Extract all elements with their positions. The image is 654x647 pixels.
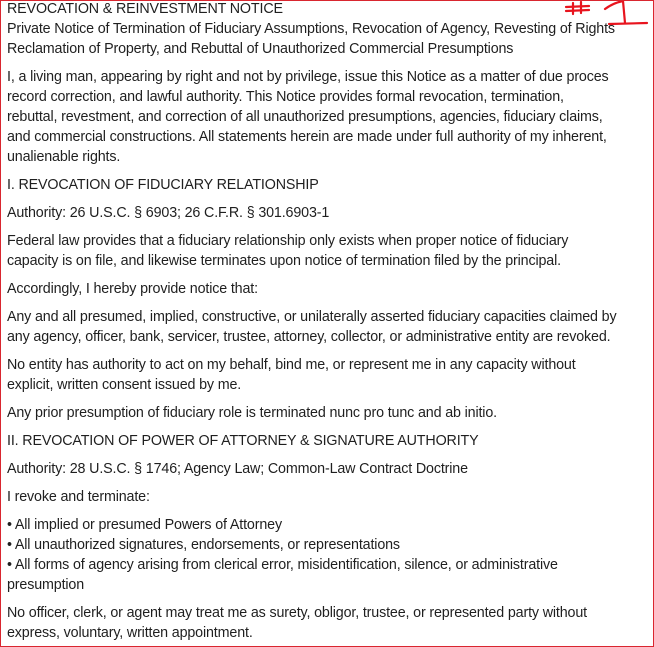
document-body: [7, 0, 654, 643]
handwritten-annotation-number-one: [561, 0, 651, 33]
document-title: REVOCATION & REINVESTMENT NOTICE: [7, 1, 283, 17]
section-2-paragraph: express, voluntary, written appointment.: [7, 625, 253, 641]
intro-line: rebuttal, revestment, and correction of all unauthorized presumptions, agencies, fiduciary claims,: [7, 109, 603, 125]
section-1-paragraph: Any prior presumption of fiduciary role is terminated nunc pro tunc and ab initio.: [7, 405, 497, 421]
section-2-paragraph: No officer, clerk, or agent may treat me as surety, obligor, trustee, or represented party without: [7, 605, 587, 621]
intro-line: record correction, and lawful authority. This Notice provides formal revocation, termination,: [7, 89, 564, 105]
section-1-paragraph: No entity has authority to act on my behalf, bind me, or represent me in any capacity without: [7, 357, 576, 373]
one-stroke: [605, 1, 625, 23]
intro-line: and commercial constructions. All statements herein are made under full authority of my inherent,: [7, 129, 607, 145]
bullet-item-continuation: presumption: [7, 577, 85, 593]
section-1-paragraph: Federal law provides that a fiduciary relationship only exists when proper notice of fiduciary: [7, 233, 569, 249]
section-1-paragraph: Accordingly, I hereby provide notice that:: [7, 281, 258, 297]
subtitle-line: Private Notice of Termination of Fiduciary Assumptions, Revocation of Agency, Revesting of Rights: [7, 21, 615, 37]
bullet-item: • All unauthorized signatures, endorsements, or representations: [7, 537, 400, 553]
subtitle-line: Reclamation of Property, and Rebuttal of Unauthorized Commercial Presumptions: [7, 41, 514, 57]
section-2-authority: Authority: 28 U.S.C. § 1746; Agency Law; Common-Law Contract Doctrine: [7, 461, 468, 477]
one-base-stroke: [609, 23, 647, 24]
section-1-authority: Authority: 26 U.S.C. § 6903; 26 C.F.R. § 301.6903-1: [7, 205, 330, 221]
bullet-item: • All forms of agency arising from clerical error, misidentification, silence, or administrative: [7, 557, 558, 573]
section-2-heading: II. REVOCATION OF POWER OF ATTORNEY & SIGNATURE AUTHORITY: [7, 433, 479, 449]
section-1-paragraph: explicit, written consent issued by me.: [7, 377, 242, 393]
intro-line: unalienable rights.: [7, 149, 121, 165]
bullet-item: • All implied or presumed Powers of Attorney: [7, 517, 282, 533]
hash-stroke: [566, 6, 589, 7]
section-1-heading: I. REVOCATION OF FIDUCIARY RELATIONSHIP: [7, 177, 319, 193]
section-2-paragraph: I revoke and terminate:: [7, 489, 150, 505]
section-1-paragraph: Any and all presumed, implied, constructive, or unilaterally asserted fiduciary capacities claimed by: [7, 309, 617, 325]
section-1-paragraph: any agency, officer, bank, servicer, trustee, attorney, collector, or administrative entity are revoked.: [7, 329, 611, 345]
section-1-paragraph: capacity is on file, and likewise terminates upon notice of termination filed by the principal.: [7, 253, 561, 269]
intro-line: I, a living man, appearing by right and not by privilege, issue this Notice as a matter of due proces: [7, 69, 609, 85]
hash-stroke: [566, 10, 589, 11]
